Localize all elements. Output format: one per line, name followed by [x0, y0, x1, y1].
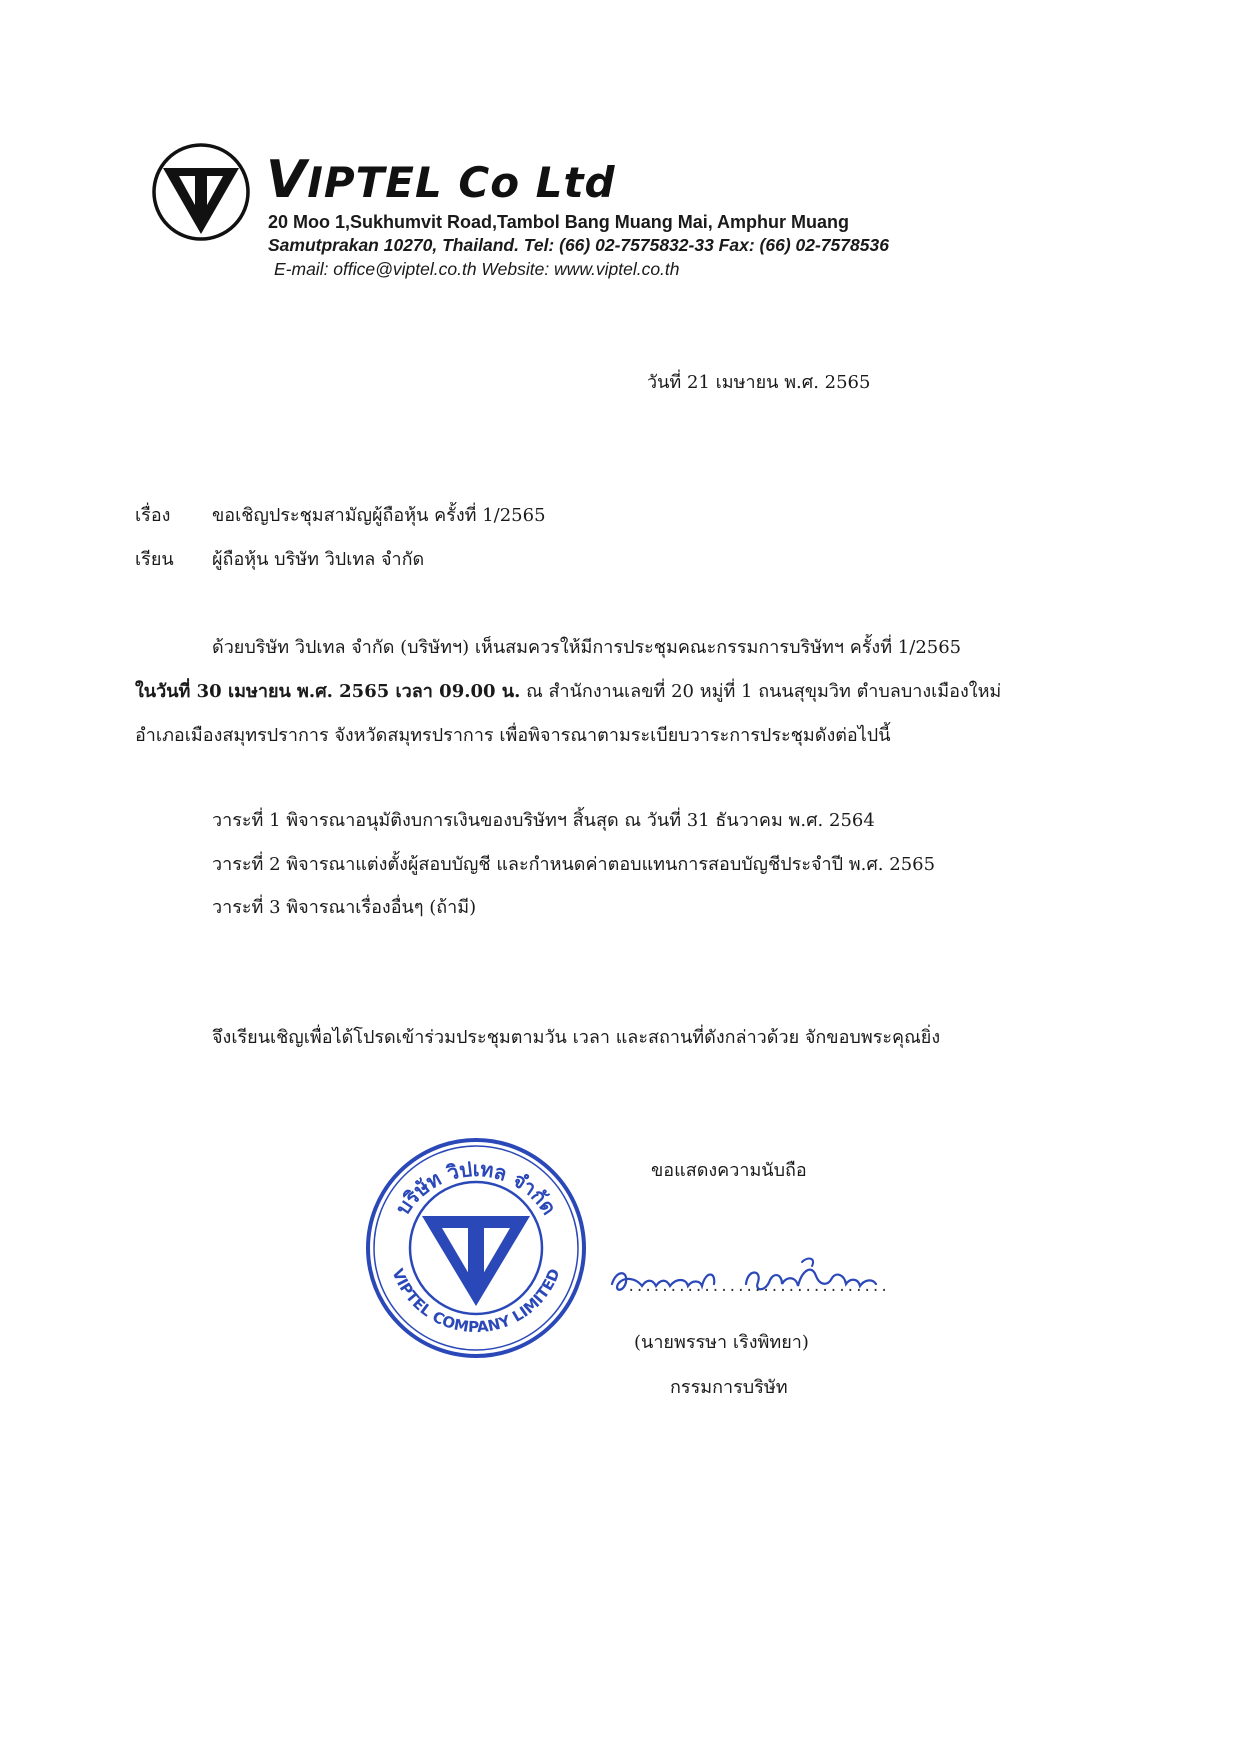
- company-logo-icon: [151, 142, 251, 242]
- recipient-label: เรียน: [135, 549, 174, 570]
- recipient-text: ผู้ถือหุ้น บริษัท วิปเทล จำกัด: [212, 549, 425, 570]
- company-name: VIPTEL Co Ltd: [266, 150, 616, 210]
- company-stamp: [362, 1134, 590, 1362]
- signer-name: (นายพรรษา เริงพิทยา): [634, 1332, 809, 1353]
- meeting-datetime: ในวันที่ 30 เมษายน พ.ศ. 2565 เวลา 09.00 น.: [135, 681, 521, 702]
- subject-text: ขอเชิญประชุมสามัญผู้ถือหุ้น ครั้งที่ 1/2565: [212, 505, 546, 526]
- stamp-top-text: บริษัท วิปเทล จำกัด: [390, 1156, 562, 1220]
- agenda-item-2: วาระที่ 2 พิจารณาแต่งตั้งผู้สอบบัญชี และกำหนดค่าตอบแทนการสอบบัญชีประจำปี พ.ศ. 2565: [212, 854, 936, 875]
- agenda-item-3: วาระที่ 3 พิจารณาเรื่องอื่นๆ (ถ้ามี): [212, 897, 477, 918]
- closing-sentence: จึงเรียนเชิญเพื่อได้โปรดเข้าร่วมประชุมตามวัน เวลา และสถานที่ดังกล่าวด้วย จักขอบพระคุณยิ่ง: [212, 1027, 941, 1048]
- agenda-item-1: วาระที่ 1 พิจารณาอนุมัติงบการเงินของบริษัทฯ สิ้นสุด ณ วันที่ 31 ธันวาคม พ.ศ. 2564: [212, 810, 875, 831]
- body-paragraph-line-2: [135, 676, 1095, 705]
- regards-text: ขอแสดงความนับถือ: [651, 1160, 807, 1181]
- letter-date: วันที่ 21 เมษายน พ.ศ. 2565: [647, 372, 871, 393]
- stamp-bottom-text: VIPTEL COMPANY LIMITED: [388, 1266, 564, 1337]
- signature-line: ...............................: [627, 1279, 889, 1295]
- body-paragraph-line-1: ด้วยบริษัท วิปเทล จำกัด (บริษัทฯ) เห็นสมควรให้มีการประชุมคณะกรรมการบริษัทฯ ครั้งที่ 1/2565: [212, 637, 962, 658]
- meeting-location: ณ สำนักงานเลขที่ 20 หมู่ที่ 1 ถนนสุขุมวิท ตำบลบางเมืองใหม่: [520, 681, 1002, 702]
- address-line-1: 20 Moo 1,Sukhumvit Road,Tambol Bang Muang Mai, Amphur Muang: [268, 212, 850, 232]
- subject-label: เรื่อง: [135, 505, 171, 526]
- contact-line: E-mail: office@viptel.co.th Website: www.viptel.co.th: [274, 259, 680, 279]
- body-paragraph-line-3: อำเภอเมืองสมุทรปราการ จังหวัดสมุทรปราการ เพื่อพิจารณาตามระเบียบวาระการประชุมดังต่อไปนี้: [135, 725, 891, 746]
- address-line-2: Samutprakan 10270, Thailand. Tel: (66) 02-7575832-33 Fax: (66) 02-7578536: [268, 235, 889, 255]
- signer-title: กรรมการบริษัท: [670, 1377, 788, 1398]
